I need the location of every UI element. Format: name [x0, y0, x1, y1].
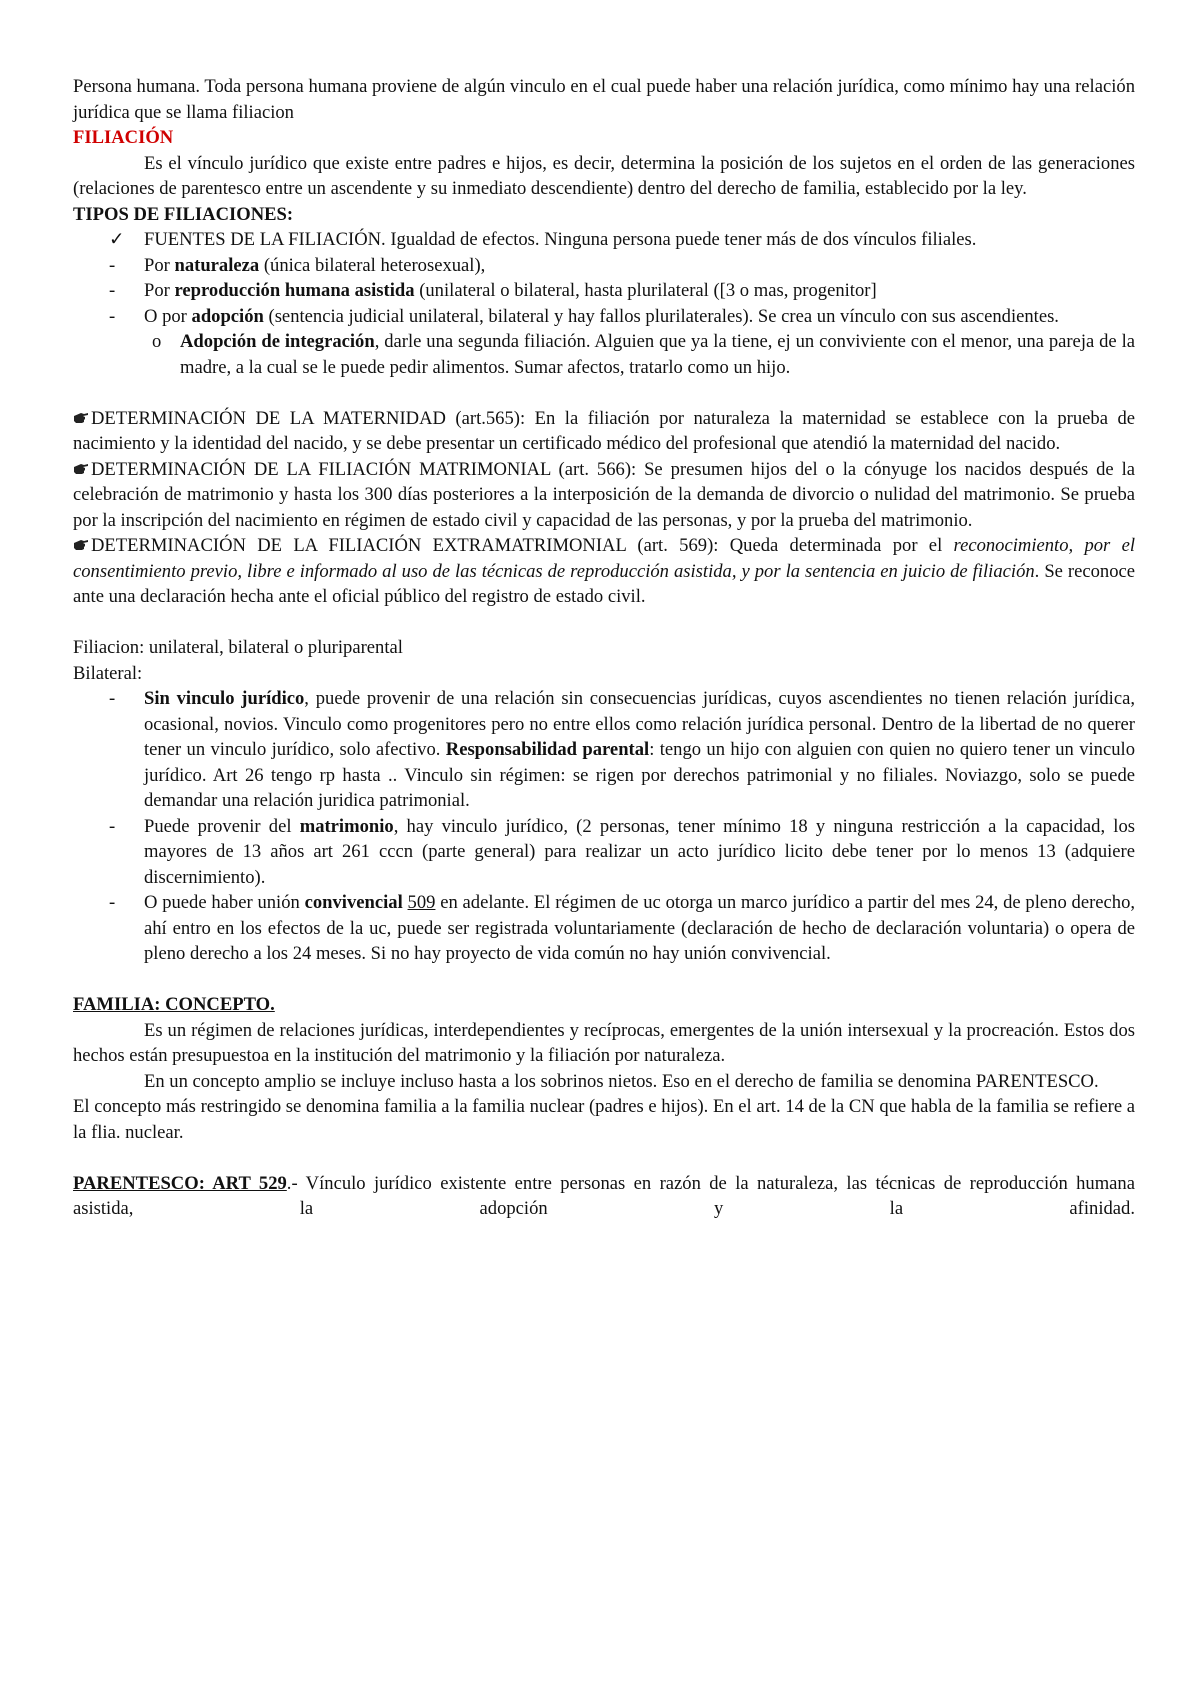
- parentesco-paragraph: [73, 1171, 1135, 1222]
- item-text: , hay vinculo jurídico, (2 personas, tener mínimo 18 y ninguna restricción a la capacidad, los mayores de 13 años art 261 cccn (parte general) para realizar un acto jurídico licito debe tener por lo menos 13 (adquiere discernimiento).: [144, 815, 1135, 888]
- item-bold: convivencial: [304, 892, 403, 913]
- item-bold: Sin vinculo jurídico: [144, 688, 305, 709]
- check-icon: ✓: [109, 229, 125, 250]
- item-text: (única bilateral heterosexual),: [259, 254, 486, 276]
- familia-paragraph-1: Es un régimen de relaciones jurídicas, interdependientes y recíprocas, emergentes de la unión intersexual y la procreación. Estos dos hechos están presupuestoa en la institución del matrimonio y la filiación por naturaleza.: [73, 1019, 1135, 1066]
- sub-list-item: [73, 329, 1135, 380]
- matrimonial-paragraph: [73, 457, 1135, 534]
- parentesco-text: .- Vínculo jurídico existente entre personas en razón de la naturaleza, las técnicas de reproducción humana asistida, la adopción y la afinidad.: [73, 1172, 1135, 1219]
- spacer: [73, 967, 1135, 993]
- dash-bullet: -: [109, 280, 116, 301]
- item-text: , darle una segunda filiación. Alguien que ya la tiene, ej un conviviente con el menor, una pareja de la madre, a la cual se le puede pedir alimentos. Sumar afectos, tratarlo como un hijo.: [180, 331, 1135, 378]
- item-bold: Adopción de integración: [180, 331, 375, 352]
- dash-bullet: -: [109, 815, 116, 837]
- sub-list: [144, 329, 1135, 380]
- list-item: [73, 814, 1135, 891]
- extra-text: DETERMINACIÓN DE LA FILIACIÓN EXTRAMATRIMONIAL (art. 569): Queda determinada por el: [91, 535, 954, 556]
- dash-bullet: -: [109, 892, 116, 913]
- familia-paragraph-3: El concepto más restringido se denomina familia a la familia nuclear (padres e hijos). En el art. 14 de la CN que habla de la familia se refiere a la flia. nuclear.: [73, 1096, 1135, 1143]
- spacer: [73, 380, 1135, 406]
- extra-text: . Se reconoce ante una declaración hecha ante el oficial público del registro de estado civil.: [73, 560, 1136, 607]
- extramatrimonial-paragraph: [73, 533, 1135, 610]
- circle-bullet: o: [152, 331, 162, 352]
- item-text: , puede provenir de una relación sin consecuencias jurídicas, cuyos ascendientes no tienen relación jurídica, ocasional, novios. Vinculo como progenitores pero no entre ellos como relación jurídica personal. Dentro de la libertad de no querer tener un vinculo jurídico, solo afectivo.: [144, 688, 1135, 760]
- spacer: [73, 610, 1135, 636]
- pointing-hand-icon: [73, 461, 89, 477]
- item-text: (unilateral o bilateral, hasta plurilateral ([3 o mas, progenitor]: [414, 280, 877, 301]
- item-bold: matrimonio: [299, 815, 394, 837]
- familia-paragraph-2: En un concepto amplio se incluye incluso hasta a los sobrinos nietos. Eso en el derecho de familia se denomina PARENTESCO.: [144, 1070, 1099, 1092]
- filiacion-heading: FILIACIÓN: [73, 127, 174, 148]
- list-item: [73, 304, 1135, 381]
- item-text: (sentencia judicial unilateral, bilateral y hay fallos plurilaterales). Se crea un vínculo con sus ascendientes.: [263, 305, 1059, 327]
- list-item: [73, 890, 1135, 967]
- pointing-hand-icon: [73, 537, 89, 553]
- article-link: 509: [407, 892, 436, 913]
- item-text: O por: [144, 305, 192, 327]
- list-item: [73, 278, 1135, 304]
- item-bold: reproducción humana asistida: [174, 280, 415, 301]
- dash-bullet: -: [109, 254, 116, 276]
- spacer: [73, 1145, 1135, 1171]
- maternidad-text: DETERMINACIÓN DE LA MATERNIDAD (art.565): En la filiación por naturaleza la maternidad se establece con la prueba de nacimiento y la identidad del nacido, y se debe presentar un certificado médico del profesional que atendió la maternidad del nacido.: [73, 407, 1135, 454]
- item-text: Puede provenir del: [144, 815, 300, 837]
- dash-bullet: -: [109, 688, 116, 709]
- fuentes-text: FUENTES DE LA FILIACIÓN. Igualdad de efectos. Ninguna persona puede tener más de dos vínculos filiales.: [144, 229, 977, 250]
- item-bold: naturaleza: [174, 254, 260, 276]
- item-bold: adopción: [191, 305, 264, 327]
- list-item: [73, 686, 1135, 814]
- list-item: [73, 253, 1135, 279]
- item-text: Por: [144, 280, 175, 301]
- tipos-heading: TIPOS DE FILIACIONES:: [73, 203, 294, 225]
- maternidad-paragraph: [73, 406, 1135, 457]
- intro-paragraph: Persona humana. Toda persona humana proviene de algún vinculo en el cual puede haber una relación jurídica, como mínimo hay una relación jurídica que se llama filiacion: [73, 76, 1135, 123]
- matrimonial-text: DETERMINACIÓN DE LA FILIACIÓN MATRIMONIAL (art. 566): Se presumen hijos del o la cónyuge los nacidos después de la celebración de matrimonio y hasta los 300 días posteriores a la interposición de la demanda de divorcio o nulidad del matrimonio. Se prueba por la inscripción del nacimiento en régimen de estado civil y capacidad de las personas, y por la prueba del matrimonio.: [73, 458, 1135, 531]
- familia-heading: FAMILIA: CONCEPTO.: [73, 994, 275, 1015]
- item-text: Por: [144, 254, 175, 276]
- item-text: : tengo un hijo con alguien con quien no quiero tener un vinculo jurídico. Art 26 tengo rp hasta .. Vinculo sin régimen: se rigen por derechos patrimonial y no filiales. Noviazgo, solo se puede demandar una relación juridica patrimonial.: [144, 739, 1135, 811]
- bilateral-list: [73, 686, 1135, 967]
- filiacion-tipos-line: Filiacion: unilateral, bilateral o pluriparental: [73, 637, 403, 658]
- document-page: [73, 74, 1135, 1222]
- item-bold: Responsabilidad parental: [445, 739, 650, 760]
- extra-italic: reconocimiento, por el consentimiento previo, libre e informado al uso de las técnicas de reproducción asistida, y por la sentencia en juicio de filiación: [73, 535, 1135, 582]
- list-item: [73, 227, 1135, 253]
- item-text: en adelante. El régimen de uc otorga un marco jurídico a partir del mes 24, de pleno derecho, ahí entro en los efectos de la uc, puede ser registrada voluntariamente (declaración de hecho de declaración voluntaria) o opera de pleno derecho a los 24 meses. Si no hay proyecto de vida común no hay unión convivencial.: [144, 892, 1136, 964]
- parentesco-heading: PARENTESCO: ART 529: [73, 1172, 287, 1194]
- item-text: O puede haber unión: [144, 892, 305, 913]
- bilateral-label: Bilateral:: [73, 662, 143, 684]
- tipos-list: [73, 227, 1135, 380]
- filiacion-definition: Es el vínculo jurídico que existe entre padres e hijos, es decir, determina la posición de los sujetos en el orden de las generaciones (relaciones de parentesco entre un ascendente y su inmediato descendiente) dentro del derecho de familia, establecido por la ley.: [73, 152, 1135, 199]
- pointing-hand-icon: [73, 410, 89, 426]
- dash-bullet: -: [109, 305, 116, 327]
